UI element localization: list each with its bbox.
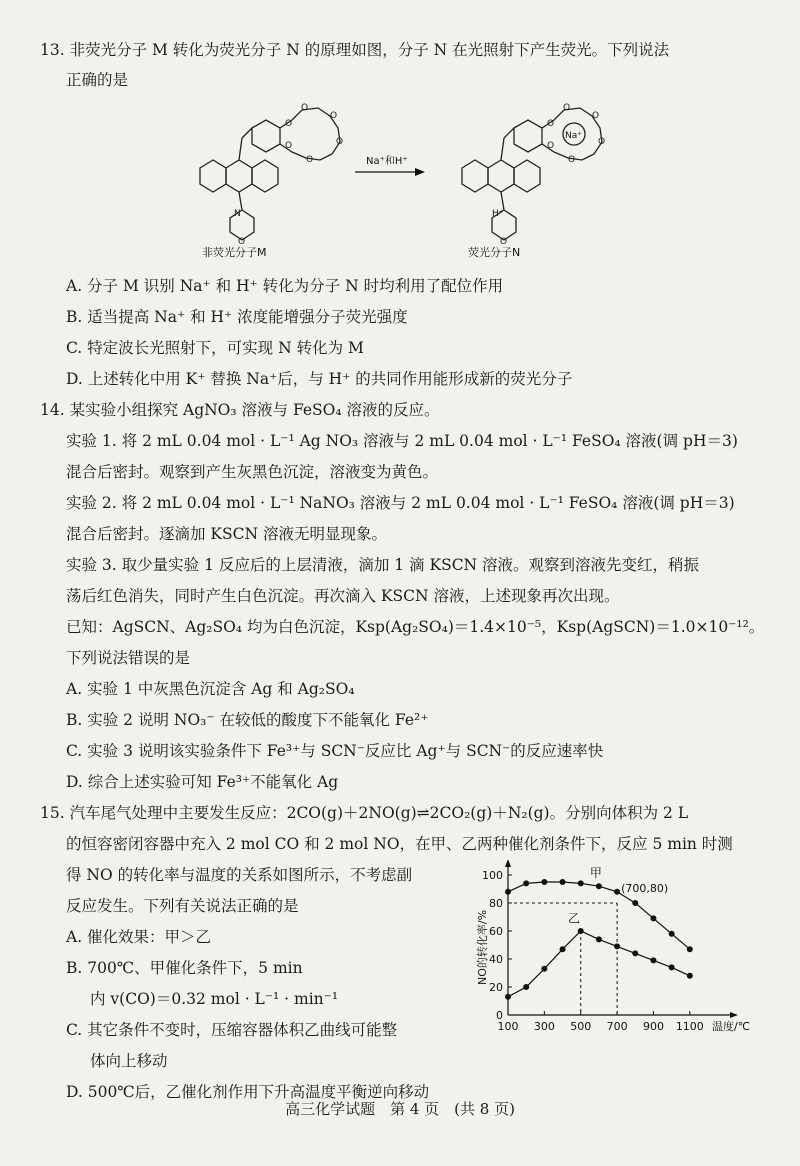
svg-text:O: O <box>547 141 555 151</box>
q15-option-b-line2: 内 v(CO)＝0.32 mol · L⁻¹ · min⁻¹ <box>90 990 339 1008</box>
svg-text:O: O <box>592 111 600 121</box>
x-tick-label: 500 <box>570 1020 592 1033</box>
series-label-yi: 乙 <box>568 911 581 926</box>
data-point <box>541 879 547 885</box>
reaction-arrow <box>355 168 425 176</box>
data-point <box>687 973 693 979</box>
q13-stem-line2: 正确的是 <box>66 71 129 89</box>
arrow-label: Na⁺和H⁺ <box>366 156 408 167</box>
svg-text:O: O <box>238 237 246 247</box>
data-point <box>632 900 638 906</box>
svg-text:O: O <box>500 237 508 247</box>
q14-exp3-line2: 荡后红色消失，同时产生白色沉淀。再次滴入 KSCN 溶液，上述现象再次出现。 <box>66 587 620 605</box>
data-point <box>505 994 511 1000</box>
svg-text:O: O <box>285 141 293 151</box>
q15-option-a: A. 催化效果：甲＞乙 <box>66 928 212 946</box>
svg-text:O: O <box>336 137 344 147</box>
data-point <box>669 964 675 970</box>
q15-stem-line2: 的恒容密闭容器中充入 2 mol CO 和 2 mol NO，在甲、乙两种催化剂条件下，反应 5 min 时测 <box>66 835 733 853</box>
x-tick-label: 700 <box>606 1020 628 1033</box>
data-point <box>650 915 656 921</box>
q15-stem-line1: 15. 汽车尾气处理中主要发生反应：2CO(g)＋2NO(g)⇌2CO₂(g)＋N₂(g)。分别向体积为 2 L <box>40 804 689 822</box>
q14-exp2-line1: 实验 2. 将 2 mL 0.04 mol · L⁻¹ NaNO₃ 溶液与 2 mL 0.04 mol · L⁻¹ FeSO₄ 溶液(调 pH＝3) <box>66 494 735 512</box>
q14-stem: 14. 某实验小组探究 AgNO₃ 溶液与 FeSO₄ 溶液的反应。 <box>40 401 440 419</box>
y-axis-title: NO的转化率/% <box>476 909 489 985</box>
svg-text:O: O <box>568 155 576 165</box>
data-point <box>578 880 584 886</box>
data-point <box>523 984 529 990</box>
x-axis-arrow <box>730 1012 738 1018</box>
svg-text:N: N <box>234 209 241 219</box>
x-tick-label: 900 <box>642 1020 664 1033</box>
q14-option-d: D. 综合上述实验可知 Fe³⁺不能氧化 Ag <box>66 773 339 791</box>
y-tick-label: 20 <box>489 981 503 994</box>
data-point <box>596 936 602 942</box>
q13-option-d: D. 上述转化中用 K⁺ 替换 Na⁺后，与 H⁺ 的共同作用能形成新的荧光分子 <box>66 370 573 388</box>
q15-option-d: D. 500℃后，乙催化剂作用下升高温度平衡逆向移动 <box>66 1083 430 1101</box>
q13-option-a: A. 分子 M 识别 Na⁺ 和 H⁺ 转化为分子 N 时均利用了配位作用 <box>66 277 504 295</box>
q15-stem-line3: 得 NO 的转化率与温度的关系如图所示，不考虑副 <box>66 866 413 884</box>
q14-exp2-line2: 混合后密封。逐滴加 KSCN 溶液无明显现象。 <box>66 525 387 543</box>
data-point <box>560 879 566 885</box>
data-point <box>523 880 529 886</box>
q14-option-b: B. 实验 2 说明 NO₃⁻ 在较低的酸度下不能氧化 Fe²⁺ <box>66 711 429 729</box>
data-point <box>687 946 693 952</box>
h-ion-label: H⁺ <box>492 209 504 219</box>
svg-text:O: O <box>330 111 338 121</box>
anthracene-right <box>462 128 540 210</box>
x-axis-title: 温度/℃ <box>712 1020 751 1033</box>
na-ion-label: Na⁺ <box>565 131 582 141</box>
page-footer: 高三化学试题 第 4 页 (共 8 页) <box>285 1100 515 1118</box>
q15-option-c-line1: C. 其它条件不变时，压缩容器体积乙曲线可能整 <box>66 1021 398 1039</box>
y-tick-label: 40 <box>489 953 503 966</box>
data-point <box>541 966 547 972</box>
right-molecule-label: 荧光分子N <box>468 246 521 259</box>
data-point <box>505 889 511 895</box>
svg-text:O: O <box>285 119 293 129</box>
q13-reaction-diagram <box>180 98 650 260</box>
q13-option-b: B. 适当提高 Na⁺ 和 H⁺ 浓度能增强分子荧光强度 <box>66 308 408 326</box>
data-point <box>614 889 620 895</box>
data-point <box>596 883 602 889</box>
q14-exp1-line2: 混合后密封。观察到产生灰黑色沉淀，溶液变为黄色。 <box>66 463 439 481</box>
q14-exp3-line1: 实验 3. 取少量实验 1 反应后的上层清液，滴加 1 滴 KSCN 溶液。观察到溶液先变红，稍振 <box>66 556 700 574</box>
anthracene-left <box>200 128 278 210</box>
q13-option-c: C. 特定波长光照射下，可实现 N 转化为 M <box>66 339 364 357</box>
left-molecule-label: 非荧光分子M <box>202 246 267 259</box>
benzo-crown-right <box>514 108 602 160</box>
q15-option-b-line1: B. 700℃、甲催化条件下，5 min <box>66 959 303 977</box>
x-tick-label: 1100 <box>675 1020 704 1033</box>
benzo-crown-left <box>252 108 340 160</box>
x-tick-label: 300 <box>533 1020 555 1033</box>
q14-exp1-line1: 实验 1. 将 2 mL 0.04 mol · L⁻¹ Ag NO₃ 溶液与 2 mL 0.04 mol · L⁻¹ FeSO₄ 溶液(调 pH＝3) <box>66 432 738 450</box>
svg-text:O: O <box>563 103 571 113</box>
y-tick-label: 60 <box>489 925 503 938</box>
q14-ask: 下列说法错误的是 <box>66 649 191 667</box>
svg-text:O: O <box>301 103 309 113</box>
data-point <box>560 946 566 952</box>
q14-option-c: C. 实验 3 说明该实验条件下 Fe³⁺与 SCN⁻反应比 Ag⁺与 SCN⁻的反应速率快 <box>66 742 604 760</box>
svg-text:O: O <box>547 119 555 129</box>
x-tick-label: 100 <box>497 1020 519 1033</box>
q15-option-c-line2: 体向上移动 <box>90 1052 168 1070</box>
y-tick-label: 0 <box>496 1009 503 1022</box>
series-label-jia: 甲 <box>589 866 602 880</box>
y-axis-arrow <box>505 860 511 867</box>
y-tick-label: 100 <box>482 869 503 882</box>
svg-text:O: O <box>598 137 606 147</box>
q13-stem-line1: 13. 非荧光分子 M 转化为荧光分子 N 的原理如图，分子 N 在光照射下产生荧光。下列说法 <box>40 41 670 59</box>
no-conversion-chart <box>472 860 762 1045</box>
data-point <box>650 957 656 963</box>
data-point <box>632 950 638 956</box>
data-point <box>669 931 675 937</box>
svg-text:O: O <box>306 155 314 165</box>
annotation-700-80: (700,80) <box>621 881 669 895</box>
q15-stem-line4: 反应发生。下列有关说法正确的是 <box>66 897 299 915</box>
y-tick-label: 80 <box>489 897 503 910</box>
q14-known: 已知：AgSCN、Ag₂SO₄ 均为白色沉淀，Ksp(Ag₂SO₄)＝1.4×10⁻⁵，Ksp(AgSCN)＝1.0×10⁻¹²。 <box>66 618 765 636</box>
q14-option-a: A. 实验 1 中灰黑色沉淀含 Ag 和 Ag₂SO₄ <box>66 680 355 698</box>
